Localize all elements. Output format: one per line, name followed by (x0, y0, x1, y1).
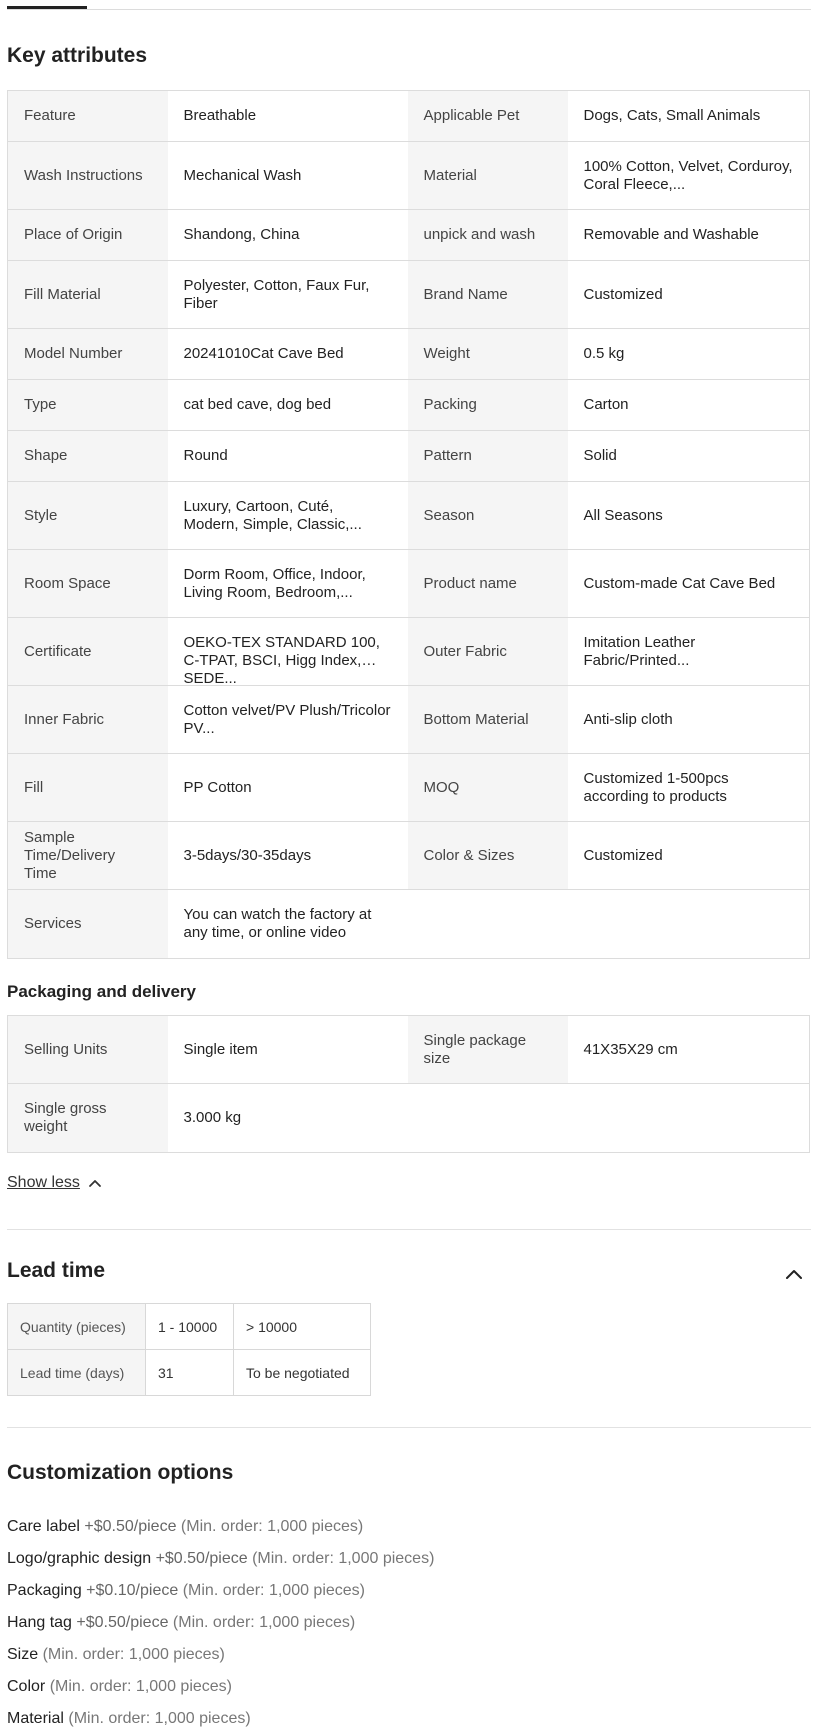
attribute-key: Season (408, 482, 568, 550)
attribute-key: unpick and wash (408, 210, 568, 261)
attribute-value (168, 550, 408, 618)
active-tab-indicator (7, 6, 87, 9)
attribute-value (568, 329, 810, 380)
attribute-key: Certificate (8, 618, 168, 686)
customization-name: Size (7, 1646, 39, 1663)
attribute-value-text: PP Cotton (183, 778, 252, 796)
attribute-value-text: Luxury, Cartoon, Cuté, Modern, Simple, Classic,... (183, 497, 362, 533)
attribute-value-text: Customized 1-500pcs according to products (583, 769, 729, 805)
customization-moq: (Min. order: 1,000 pieces) (42, 1646, 225, 1663)
attribute-value (168, 482, 408, 550)
attribute-row (8, 822, 810, 890)
attribute-key: Fill (8, 754, 168, 822)
attribute-key: Wash Instructions (8, 142, 168, 210)
attribute-key: Product name (408, 550, 568, 618)
key-attributes-table (7, 90, 810, 959)
customization-price: +$0.50/piece (155, 1550, 248, 1567)
show-less-label: Show less (7, 1174, 80, 1191)
attribute-value (168, 380, 408, 431)
show-less-button[interactable] (7, 1174, 102, 1192)
attribute-key: Feature (8, 91, 168, 142)
attribute-value (168, 91, 408, 142)
attribute-row (8, 482, 810, 550)
attribute-value (168, 261, 408, 329)
attribute-value (568, 482, 810, 550)
attribute-value-text: 100% Cotton, Velvet, Corduroy, Coral Fleece,... (583, 157, 793, 193)
attribute-row (8, 890, 810, 959)
attribute-value-text: 3.000 kg (183, 1109, 242, 1126)
attribute-value-text: Mechanical Wash (183, 166, 302, 184)
attribute-value (568, 686, 810, 754)
empty-cell (408, 1084, 568, 1153)
packaging-title: Packaging and delivery (7, 982, 196, 1001)
customization-item (7, 1575, 434, 1607)
attribute-key: Single gross weight (8, 1084, 168, 1153)
attribute-row (8, 261, 810, 329)
attribute-value (168, 210, 408, 261)
attribute-value-text: Anti-slip cloth (583, 710, 673, 728)
customization-moq: (Min. order: 1,000 pieces) (252, 1550, 435, 1567)
attribute-key: Style (8, 482, 168, 550)
lead-time-value: 31 (146, 1350, 234, 1396)
attribute-row (8, 550, 810, 618)
customization-name: Packaging (7, 1582, 82, 1599)
attribute-value (168, 142, 408, 210)
attribute-key: Model Number (8, 329, 168, 380)
customization-price: +$0.10/piece (86, 1582, 179, 1599)
customization-price: +$0.50/piece (76, 1614, 169, 1631)
attribute-row (8, 142, 810, 210)
attribute-value-text: Removable and Washable (583, 226, 759, 243)
attribute-key: Bottom Material (408, 686, 568, 754)
attribute-key: Services (8, 890, 168, 959)
empty-cell (568, 1084, 810, 1153)
attribute-value-text: You can watch the factory at any time, or online video (183, 906, 372, 941)
attribute-key: Place of Origin (8, 210, 168, 261)
customization-item (7, 1543, 434, 1575)
section-divider (7, 1427, 811, 1428)
customization-moq: (Min. order: 1,000 pieces) (182, 1582, 366, 1599)
lead-time-label: Quantity (pieces) (8, 1304, 146, 1350)
lead-time-row (8, 1350, 371, 1396)
attribute-key: Applicable Pet (408, 91, 568, 142)
customization-item (7, 1511, 434, 1543)
customization-name: Material (7, 1710, 64, 1727)
attribute-value-text: Round (183, 447, 228, 464)
attribute-value (168, 890, 408, 959)
customization-moq: (Min. order: 1,000 pieces) (180, 1518, 364, 1535)
attribute-value (168, 1084, 408, 1153)
attribute-row (8, 618, 810, 686)
attribute-row (8, 1084, 810, 1153)
attribute-value-text: OEKO-TEX STANDARD 100, C-TPAT, BSCI, Higg Index, SEDE... (183, 633, 380, 687)
chevron-up-icon (782, 1262, 806, 1286)
customization-name: Color (7, 1678, 46, 1695)
attribute-key: Shape (8, 431, 168, 482)
attribute-row (8, 431, 810, 482)
packaging-table (7, 1015, 810, 1153)
attribute-value-text: Customized (583, 285, 663, 303)
customization-name: Care label (7, 1518, 80, 1535)
attribute-value-text: All Seasons (583, 506, 663, 524)
attribute-key: Selling Units (8, 1016, 168, 1084)
customization-item (7, 1639, 434, 1671)
attribute-value-text: Shandong, China (183, 226, 300, 243)
attribute-value (168, 618, 408, 686)
attribute-value (568, 618, 810, 686)
lead-time-value: 1 - 10000 (146, 1304, 234, 1350)
customization-moq: (Min. order: 1,000 pieces) (172, 1614, 356, 1631)
attribute-key: Weight (408, 329, 568, 380)
attribute-value-text: Polyester, Cotton, Faux Fur, Fiber (183, 276, 370, 312)
customization-moq: (Min. order: 1,000 pieces) (68, 1710, 251, 1727)
lead-time-label: Lead time (days) (8, 1350, 146, 1396)
attribute-value-text: Imitation Leather Fabric/Printed... (583, 633, 696, 669)
tab-bar (7, 0, 811, 10)
lead-time-title: Lead time (7, 1259, 106, 1282)
attribute-value (568, 431, 810, 482)
attribute-value (168, 686, 408, 754)
attribute-key: Type (8, 380, 168, 431)
attribute-value (168, 1016, 408, 1084)
customization-name: Logo/graphic design (7, 1550, 152, 1567)
attribute-key: Material (408, 142, 568, 210)
attribute-value-text: Customized (583, 846, 663, 864)
attribute-value (568, 754, 810, 822)
attribute-key: Single package size (408, 1016, 568, 1084)
attribute-value (568, 380, 810, 431)
attribute-value (568, 142, 810, 210)
attribute-key: Sample Time/Delivery Time (8, 822, 168, 890)
lead-time-table (7, 1303, 371, 1396)
attribute-value (168, 431, 408, 482)
attribute-row (8, 91, 810, 142)
attribute-row (8, 1016, 810, 1084)
attribute-value (168, 329, 408, 380)
attribute-key: Packing (408, 380, 568, 431)
attribute-value-text: 0.5 kg (583, 345, 625, 362)
attribute-value-text: Cotton velvet/PV Plush/Tricolor PV... (183, 701, 391, 737)
attribute-key: Brand Name (408, 261, 568, 329)
attribute-key: Fill Material (8, 261, 168, 329)
attribute-key: Inner Fabric (8, 686, 168, 754)
section-divider (7, 1229, 811, 1230)
attribute-row (8, 686, 810, 754)
empty-cell (568, 890, 810, 959)
chevron-up-icon (88, 1176, 102, 1190)
lead-time-row (8, 1304, 371, 1350)
attribute-value-text: 3-5days/30-35days (183, 846, 312, 864)
attribute-key: Outer Fabric (408, 618, 568, 686)
attribute-value (568, 91, 810, 142)
attribute-value (568, 261, 810, 329)
attribute-value (168, 754, 408, 822)
attribute-value-text: Dogs, Cats, Small Animals (583, 107, 761, 124)
attribute-row (8, 380, 810, 431)
customization-name: Hang tag (7, 1614, 72, 1631)
attribute-row (8, 210, 810, 261)
lead-time-value: To be negotiated (234, 1350, 371, 1396)
attribute-row (8, 754, 810, 822)
customization-item (7, 1671, 434, 1703)
key-attributes-title: Key attributes (7, 44, 148, 67)
attribute-value (568, 822, 810, 890)
attribute-key: Color & Sizes (408, 822, 568, 890)
empty-cell (408, 890, 568, 959)
attribute-value (568, 1016, 810, 1084)
customization-title: Customization options (7, 1461, 234, 1484)
attribute-row (8, 329, 810, 380)
customization-list (7, 1511, 434, 1735)
customization-moq: (Min. order: 1,000 pieces) (49, 1678, 232, 1695)
attribute-value-text: Solid (583, 447, 617, 464)
attribute-value-text: Single item (183, 1040, 258, 1058)
attribute-value-text: Carton (583, 396, 629, 413)
lead-time-value: > 10000 (234, 1304, 371, 1350)
attribute-value-text: 41X35X29 cm (583, 1040, 678, 1058)
attribute-key: Pattern (408, 431, 568, 482)
attribute-key: Room Space (8, 550, 168, 618)
customization-item (7, 1607, 434, 1639)
attribute-value (568, 210, 810, 261)
attribute-value (168, 822, 408, 890)
attribute-key: MOQ (408, 754, 568, 822)
attribute-value-text: Custom-made Cat Cave Bed (583, 574, 776, 592)
attribute-value (568, 550, 810, 618)
attribute-value-text: 20241010Cat Cave Bed (183, 345, 344, 362)
customization-price: +$0.50/piece (84, 1518, 177, 1535)
attribute-value-text: cat bed cave, dog bed (183, 396, 332, 413)
attribute-value-text: Dorm Room, Office, Indoor, Living Room, Bedroom,... (183, 565, 366, 601)
customization-item (7, 1703, 434, 1735)
lead-time-collapse-button[interactable] (782, 1262, 806, 1286)
attribute-value-text: Breathable (183, 107, 257, 124)
